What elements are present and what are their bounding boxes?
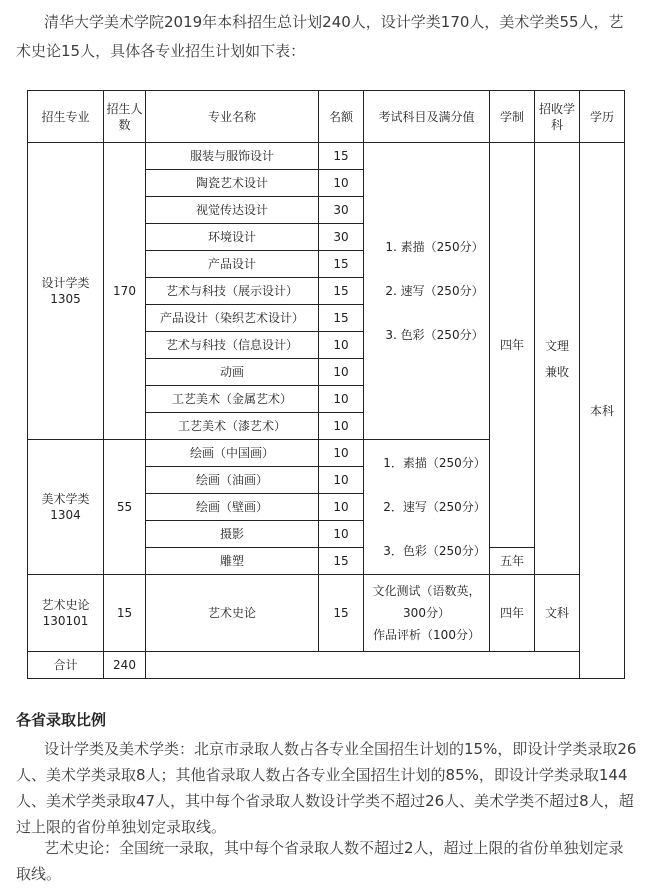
major-quota: 15 [319, 305, 364, 332]
shared-track-cell [535, 143, 580, 575]
major-name: 视觉传达设计 [146, 197, 319, 224]
major-name: 绘画（壁画） [146, 494, 319, 521]
header-major: 专业名称 [146, 91, 319, 143]
header-quota: 名额 [319, 91, 364, 143]
major-name: 产品设计 [146, 251, 319, 278]
history-category-cell [28, 575, 104, 652]
design-subjects-cell-line: 2. 速写（250分） [385, 284, 484, 298]
header-duration: 学制 [490, 91, 535, 143]
table-row [28, 143, 625, 170]
history-subjects-cell [364, 575, 490, 652]
header-track: 招收学科 [535, 91, 580, 143]
header-category: 招生专业 [28, 91, 104, 143]
major-quota: 30 [319, 197, 364, 224]
total-empty-cell [146, 652, 580, 679]
major-quota: 15 [319, 251, 364, 278]
history-major-cell: 艺术史论 [146, 575, 319, 652]
fineart-subjects-cell-line: 3．色彩（250分） [383, 544, 486, 558]
major-name: 工艺美术（漆艺术） [146, 413, 319, 440]
fineart-count-cell: 55 [104, 440, 146, 575]
major-quota: 10 [319, 332, 364, 359]
major-quota: 30 [319, 224, 364, 251]
major-name: 艺术与科技（信息设计） [146, 332, 319, 359]
major-name: 服装与服饰设计 [146, 143, 319, 170]
major-quota: 10 [319, 359, 364, 386]
enrollment-plan-table [27, 90, 625, 679]
header-degree: 学历 [580, 91, 625, 143]
design-subjects-cell-line: 3. 色彩（250分） [385, 328, 484, 342]
track-text-line: 文理 [544, 338, 569, 353]
shared-duration-cell: 四年 [490, 143, 535, 548]
header-count: 招生人数 [104, 91, 146, 143]
major-name: 陶瓷艺术设计 [146, 170, 319, 197]
major-quota: 15 [319, 548, 364, 575]
fineart-subjects-cell [364, 440, 490, 575]
table-row [28, 575, 625, 652]
history-track-cell: 文科 [535, 575, 580, 652]
major-quota: 10 [319, 386, 364, 413]
design-count-cell: 170 [104, 143, 146, 440]
history-subjects-cell-line: 文化测试（语数英， [372, 584, 481, 598]
major-name: 雕塑 [146, 548, 319, 575]
history-category-cell-line: 130101 [42, 614, 89, 628]
major-name: 绘画（中国画） [146, 440, 319, 467]
total-label-cell: 合计 [28, 652, 104, 679]
major-name: 艺术与科技（展示设计） [146, 278, 319, 305]
fineart-subjects-cell-line: 1．素描（250分） [383, 456, 486, 470]
major-name: 工艺美术（金属艺术） [146, 386, 319, 413]
fineart-category-cell-line: 1304 [50, 508, 81, 522]
degree-cell: 本科 [580, 143, 625, 679]
fineart-category-cell-line: 美术学类 [41, 492, 90, 506]
table-row [28, 652, 625, 679]
major-quota: 10 [319, 521, 364, 548]
history-duration-cell: 四年 [490, 575, 535, 652]
design-subjects-cell [364, 143, 490, 440]
design-subjects-cell-line: 1. 素描（250分） [385, 240, 484, 254]
fineart-category-cell [28, 440, 104, 575]
history-subjects-cell-line: 300分） [403, 606, 450, 620]
major-quota: 15 [319, 143, 364, 170]
major-quota: 10 [319, 440, 364, 467]
major-name: 绘画（油画） [146, 467, 319, 494]
header-subjects: 考试科目及满分值 [364, 91, 490, 143]
design-category-cell-line: 设计学类 [41, 276, 90, 290]
major-quota: 10 [319, 170, 364, 197]
major-quota: 15 [319, 278, 364, 305]
total-count-cell: 240 [104, 652, 146, 679]
history-subjects-cell-line: 作品评析（100分） [373, 628, 480, 642]
intro-paragraph: 清华大学美术学院2019年本科招生总计划240人，设计学类170人，美术学类55人，艺术史论15人，具体各专业招生计划如下表： [16, 13, 624, 60]
major-quota: 10 [319, 467, 364, 494]
major-quota: 10 [319, 494, 364, 521]
admission-paragraph-history: 艺术史论：全国统一录取，其中每个省录取人数不超过2人，超过上限的省份单独划定录取线。 [16, 839, 624, 883]
major-name: 环境设计 [146, 224, 319, 251]
track-text-line: 兼收 [544, 364, 569, 379]
history-count-cell: 15 [104, 575, 146, 652]
table-header-row [28, 91, 625, 143]
fineart-subjects-cell-line: 2．速写（250分） [383, 500, 486, 514]
design-category-cell-line: 1305 [50, 292, 81, 306]
major-quota: 10 [319, 413, 364, 440]
shared-track-cell-line [535, 333, 579, 385]
sculpture-duration-cell: 五年 [490, 548, 535, 575]
design-category-cell [28, 143, 104, 440]
major-name: 动画 [146, 359, 319, 386]
section-title: 各省录取比例 [16, 711, 107, 729]
major-name: 摄影 [146, 521, 319, 548]
major-name: 产品设计（染织艺术设计） [146, 305, 319, 332]
history-quota-cell: 15 [319, 575, 364, 652]
history-category-cell-line: 艺术史论 [41, 598, 90, 612]
admission-paragraph-design: 设计学类及美术学类：北京市录取人数占各专业全国招生计划的15%，即设计学类录取26人、美术学类录取8人；其他省录取人数占各专业全国招生计划的85%，即设计学类录取144人、美术学类录取47人，其中每个省录取人数设计学类不超过26人、美术学类不超过8人，超过上限的省份单独划定录取线。 [16, 740, 637, 836]
